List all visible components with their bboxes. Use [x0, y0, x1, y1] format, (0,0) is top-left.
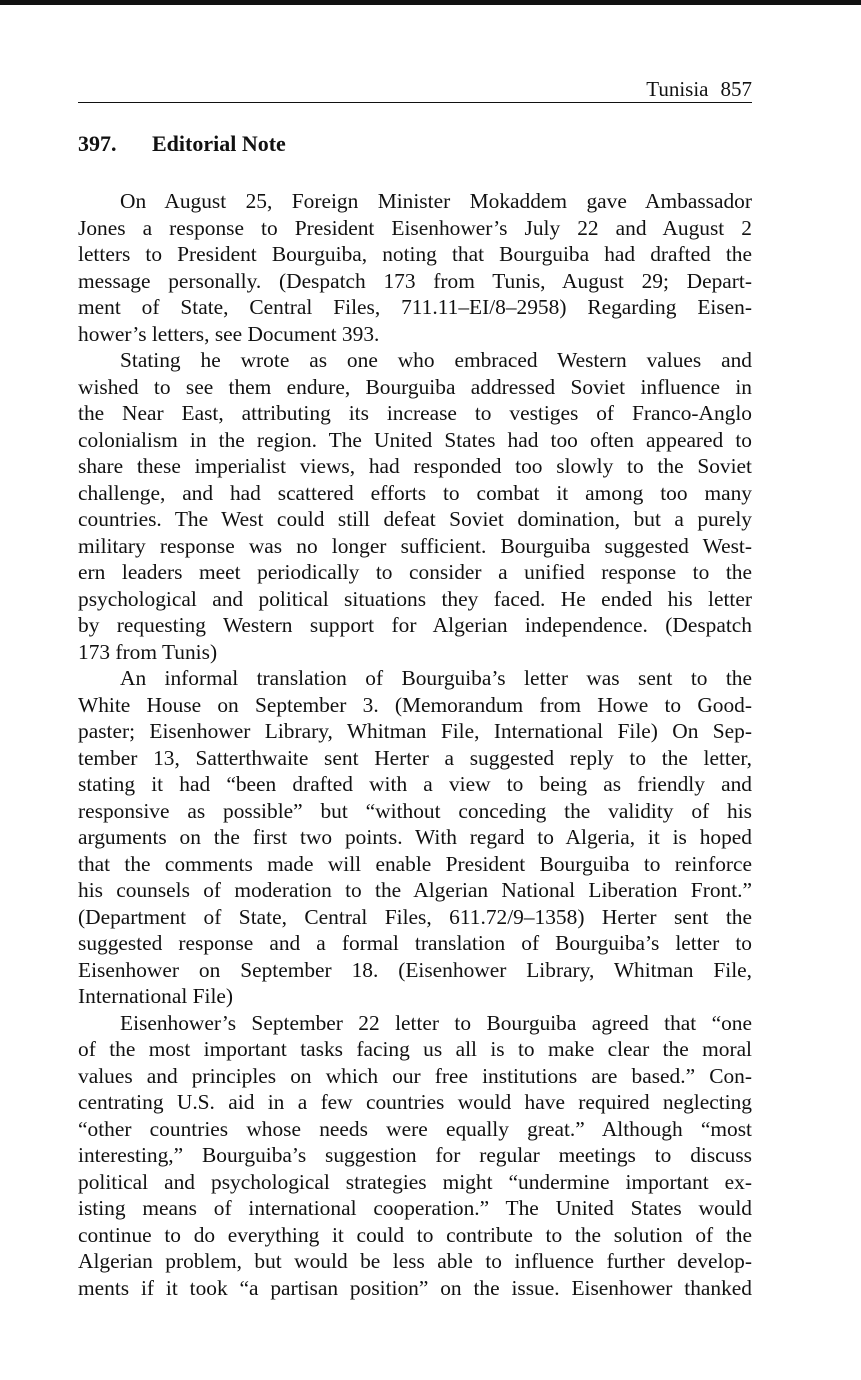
text-line: paster; Eisenhower Library, Whitman File, International File) On Sep- — [78, 719, 752, 743]
text-line: suggested response and a formal translation of Bourguiba’s letter to — [78, 931, 752, 955]
text-line: that the comments made will enable President Bourguiba to reinforce — [78, 851, 752, 876]
text-line: isting means of international cooperation.” The United States would — [78, 1196, 752, 1220]
text-line: “other countries whose needs were equally great.” Although “most — [78, 1116, 752, 1141]
document-title: Editorial Note — [152, 131, 286, 156]
text-line: of the most important tasks facing us all is to make clear the moral — [78, 1037, 752, 1061]
text-line: military response was no longer sufficient. Bourguiba suggested West- — [78, 533, 752, 558]
text-line: continue to do everything it could to contribute to the solution of the — [78, 1222, 752, 1247]
text-line: share these imperialist views, had responded too slowly to the Soviet — [78, 454, 752, 478]
text-line: Algerian problem, but would be less able to influence further develop- — [78, 1249, 752, 1273]
text-line: responsive as possible” but “without conceding the validity of his — [78, 798, 752, 823]
text-line: countries. The West could still defeat Soviet domination, but a purely — [78, 507, 752, 531]
text-line: arguments on the first two points. With regard to Algeria, it is hoped — [78, 825, 752, 849]
text-line: psychological and political situations they faced. He ended his letter — [78, 586, 752, 611]
running-head-section: Tunisia — [646, 77, 709, 101]
running-head — [78, 76, 752, 102]
paragraph — [78, 665, 752, 1010]
text-line: ments if it took “a partisan position” on the issue. Eisenhower thanked — [78, 1275, 752, 1300]
page-number: 857 — [720, 77, 752, 101]
text-line: stating it had “been drafted with a view to being as friendly and — [78, 772, 752, 796]
text-line: wished to see them endure, Bourguiba addressed Soviet influence in — [78, 374, 752, 399]
text-line: challenge, and had scattered efforts to combat it among too many — [78, 480, 752, 505]
text-line: values and principles on which our free institutions are based.” Con- — [78, 1063, 752, 1088]
text-line: ment of State, Central Files, 711.11–EI/8–2958) Regarding Eisen- — [78, 295, 752, 319]
text-line: his counsels of moderation to the Algerian National Liberation Front.” — [78, 878, 752, 902]
text-line: interesting,” Bourguiba’s suggestion for regular meetings to discuss — [78, 1143, 752, 1167]
header-rule — [78, 102, 752, 103]
text-line: White House on September 3. (Memorandum from Howe to Good- — [78, 692, 752, 717]
text-line: An informal translation of Bourguiba’s letter was sent to the — [120, 666, 752, 690]
text-line: ern leaders meet periodically to consider a unified response to the — [78, 560, 752, 584]
text-line: by requesting Western support for Algerian independence. (Despatch — [78, 613, 752, 637]
text-line: the Near East, attributing its increase to vestiges of Franco-Anglo — [78, 401, 752, 425]
text-line: colonialism in the region. The United States had too often appeared to — [78, 427, 752, 452]
text-line: 173 from Tunis) — [78, 639, 218, 664]
text-line: message personally. (Despatch 173 from Tunis, August 29; Depart- — [78, 268, 752, 293]
text-line: political and psychological strategies might “undermine important ex- — [78, 1169, 752, 1194]
text-line: hower’s letters, see Document 393. — [78, 321, 380, 346]
document-number: 397. — [78, 131, 117, 156]
text-line: (Department of State, Central Files, 611.72/9–1358) Herter sent the — [78, 904, 752, 929]
text-line: On August 25, Foreign Minister Mokaddem gave Ambassador — [120, 189, 752, 213]
text-line: Stating he wrote as one who embraced Western values and — [120, 348, 752, 372]
text-line: Eisenhower on September 18. (Eisenhower Library, Whitman File, — [78, 957, 752, 982]
paragraph — [78, 1010, 752, 1302]
text-line: Eisenhower’s September 22 letter to Bourguiba agreed that “one — [120, 1010, 752, 1035]
text-line: International File) — [78, 984, 234, 1008]
paragraph — [78, 188, 752, 347]
editorial-note-body — [78, 188, 752, 1301]
text-line: tember 13, Satterthwaite sent Herter a suggested reply to the letter, — [78, 745, 752, 770]
document-heading — [78, 130, 286, 158]
text-line: letters to President Bourguiba, noting that Bourguiba had drafted the — [78, 242, 752, 266]
page-top-edge — [0, 0, 861, 5]
text-line: Jones a response to President Eisenhower’s July 22 and August 2 — [78, 215, 752, 240]
text-line: centrating U.S. aid in a few countries would have required neglecting — [78, 1090, 752, 1114]
paragraph — [78, 347, 752, 665]
